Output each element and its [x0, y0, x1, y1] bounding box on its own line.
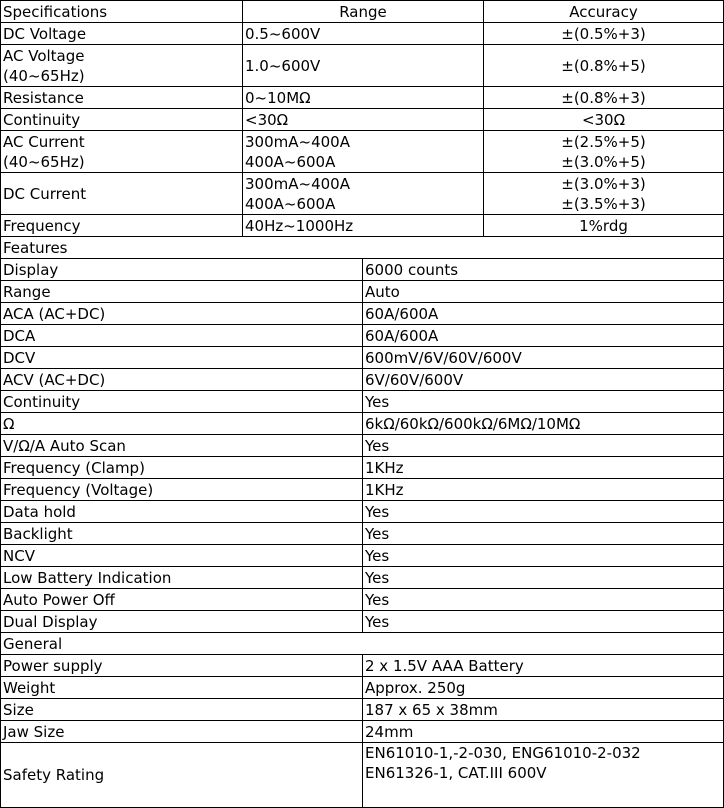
spec-accuracy: ±(0.8%+5) — [483, 45, 723, 86]
spec-name-line: AC Voltage — [3, 46, 85, 65]
feature-value: Yes — [362, 545, 723, 566]
general-name: Power supply — [3, 656, 103, 675]
general-name: Weight — [3, 678, 56, 697]
feature-value: 60A/600A — [362, 325, 723, 346]
feature-row — [1, 259, 723, 281]
features-title-row — [1, 237, 723, 259]
general-value: 24mm — [362, 721, 723, 742]
spec-name-line: (40~65Hz) — [3, 152, 85, 171]
feature-row — [1, 391, 723, 413]
general-value: 2 x 1.5V AAA Battery — [362, 655, 723, 676]
spec-range: 40Hz~1000Hz — [242, 215, 483, 236]
feature-value: Yes — [362, 589, 723, 610]
feature-name: Backlight — [3, 524, 73, 543]
feature-row — [1, 435, 723, 457]
feature-name: Range — [3, 282, 51, 301]
spec-row — [1, 131, 723, 173]
spec-row — [1, 45, 723, 87]
general-value — [362, 743, 723, 807]
feature-name: DCA — [3, 326, 36, 345]
feature-value: 600mV/6V/60V/600V — [362, 347, 723, 368]
general-row — [1, 743, 723, 807]
spec-accuracy: ±(0.5%+3) — [483, 23, 723, 44]
feature-row — [1, 611, 723, 633]
feature-value: Yes — [362, 435, 723, 456]
spec-name-line: (40~65Hz) — [3, 66, 85, 85]
spec-name: Frequency — [3, 216, 81, 235]
feature-name: DCV — [3, 348, 36, 367]
spec-range: <30Ω — [242, 109, 483, 130]
spec-range: 0.5~600V — [242, 23, 483, 44]
spec-accuracy: <30Ω — [483, 109, 723, 130]
feature-name: V/Ω/A Auto Scan — [3, 436, 126, 455]
feature-row — [1, 325, 723, 347]
spec-name: DC Voltage — [3, 24, 87, 43]
features-title: Features — [3, 238, 68, 257]
spec-accuracy — [483, 131, 723, 172]
spec-name: DC Current — [3, 184, 87, 203]
feature-value: 6V/60V/600V — [362, 369, 723, 390]
spec-name: Continuity — [3, 110, 81, 129]
spec-name — [1, 131, 242, 172]
feature-name: Low Battery Indication — [3, 568, 172, 587]
spec-name — [1, 45, 242, 86]
feature-value: 6kΩ/60kΩ/600kΩ/6MΩ/10MΩ — [362, 413, 723, 434]
feature-value: Yes — [362, 523, 723, 544]
feature-value: Yes — [362, 391, 723, 412]
spec-range-line: 400A~600A — [245, 194, 336, 213]
general-value-line: EN61010-1,-2-030, ENG61010-2-032 — [365, 744, 641, 762]
general-row — [1, 655, 723, 677]
general-value: Approx. 250g — [362, 677, 723, 698]
spec-row — [1, 109, 723, 131]
feature-name: Frequency (Voltage) — [3, 480, 154, 499]
feature-row — [1, 479, 723, 501]
header-range: Range — [242, 1, 483, 22]
spec-range-line: 400A~600A — [245, 152, 336, 171]
general-row — [1, 699, 723, 721]
spec-range — [242, 131, 483, 172]
general-row — [1, 677, 723, 699]
spec-accuracy-line: ±(3.5%+3) — [561, 194, 646, 213]
feature-row — [1, 413, 723, 435]
spec-accuracy-line: ±(3.0%+5) — [561, 152, 646, 171]
general-value-line: EN61326-1, CAT.III 600V — [365, 764, 547, 782]
feature-row — [1, 457, 723, 479]
feature-name: ACV (AC+DC) — [3, 370, 106, 389]
spec-row — [1, 215, 723, 237]
feature-row — [1, 589, 723, 611]
spec-range — [242, 173, 483, 214]
feature-name: Data hold — [3, 502, 76, 521]
feature-name: Dual Display — [3, 612, 98, 631]
feature-name: Ω — [3, 414, 15, 433]
feature-name: Continuity — [3, 392, 81, 411]
feature-value: Yes — [362, 567, 723, 588]
feature-row — [1, 523, 723, 545]
feature-row — [1, 567, 723, 589]
feature-value: 1KHz — [362, 479, 723, 500]
feature-name: Display — [3, 260, 59, 279]
spec-row — [1, 173, 723, 215]
spec-name: Resistance — [3, 88, 84, 107]
spec-range-line: 300mA~400A — [245, 132, 350, 151]
feature-row — [1, 281, 723, 303]
feature-name: Auto Power Off — [3, 590, 115, 609]
spec-range: 0~10MΩ — [242, 87, 483, 108]
feature-row — [1, 545, 723, 567]
spec-name-line: AC Current — [3, 132, 85, 151]
feature-value: 6000 counts — [362, 259, 723, 280]
general-title-row — [1, 633, 723, 655]
spec-row — [1, 23, 723, 45]
feature-value: 1KHz — [362, 457, 723, 478]
spec-range-line: 300mA~400A — [245, 174, 350, 193]
feature-value: 60A/600A — [362, 303, 723, 324]
feature-name: Frequency (Clamp) — [3, 458, 145, 477]
feature-row — [1, 303, 723, 325]
spec-accuracy-line: ±(3.0%+3) — [561, 174, 646, 193]
feature-value: Auto — [362, 281, 723, 302]
spec-accuracy-line: ±(2.5%+5) — [561, 132, 646, 151]
general-row — [1, 721, 723, 743]
spec-range: 1.0~600V — [242, 45, 483, 86]
feature-row — [1, 501, 723, 523]
spec-accuracy — [483, 173, 723, 214]
feature-name: NCV — [3, 546, 35, 565]
general-title: General — [3, 634, 63, 653]
general-name: Jaw Size — [3, 722, 65, 741]
feature-value: Yes — [362, 501, 723, 522]
spec-header-row — [1, 1, 723, 23]
feature-value: Yes — [362, 611, 723, 632]
general-name: Safety Rating — [3, 766, 105, 784]
feature-name: ACA (AC+DC) — [3, 304, 106, 323]
header-accuracy: Accuracy — [483, 1, 723, 22]
general-value: 187 x 65 x 38mm — [362, 699, 723, 720]
feature-row — [1, 347, 723, 369]
spec-row — [1, 87, 723, 109]
general-name: Size — [3, 700, 34, 719]
header-specifications: Specifications — [3, 2, 108, 21]
feature-row — [1, 369, 723, 391]
spec-accuracy: ±(0.8%+3) — [483, 87, 723, 108]
spec-accuracy: 1%rdg — [483, 215, 723, 236]
